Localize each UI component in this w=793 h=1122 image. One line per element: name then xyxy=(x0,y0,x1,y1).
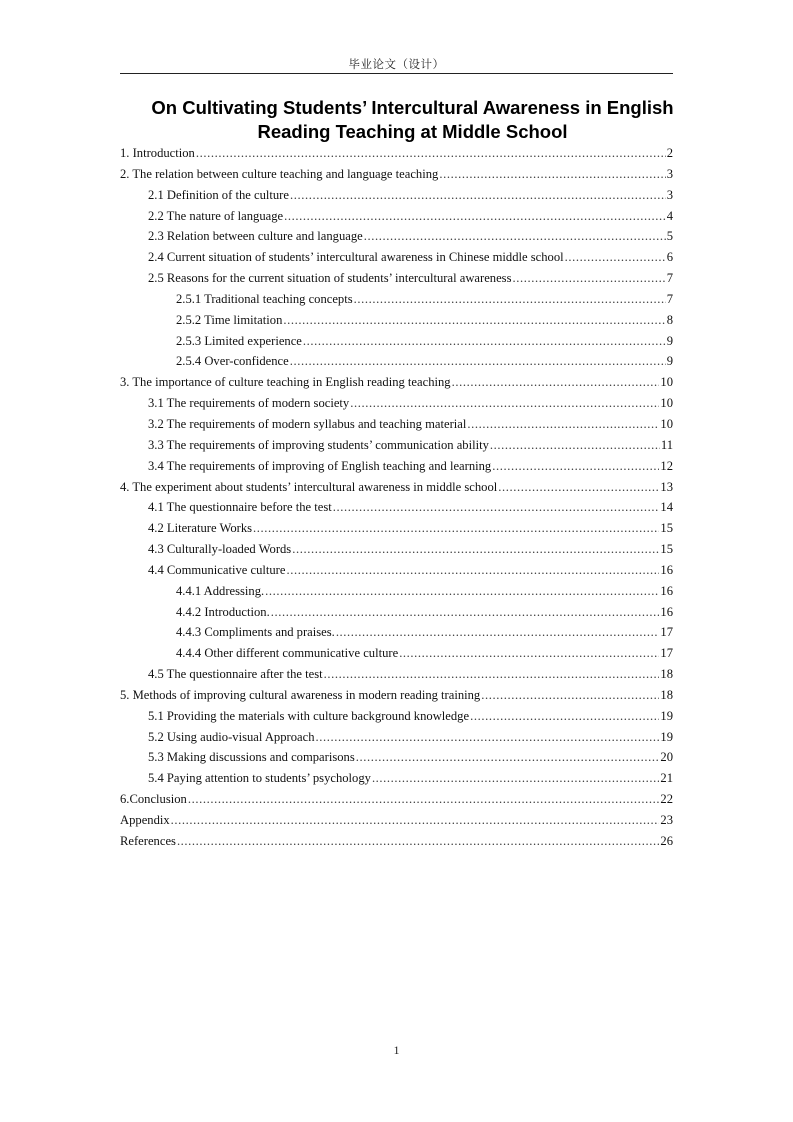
toc-entry-page: 10 xyxy=(660,375,673,390)
toc-entry[interactable] xyxy=(120,727,673,748)
toc-dot-leader xyxy=(498,477,659,498)
toc-entry[interactable] xyxy=(120,747,673,768)
toc-entry[interactable] xyxy=(120,143,673,164)
toc-entry-title: 2.2 The nature of language xyxy=(148,208,284,223)
toc-entry-page: 19 xyxy=(660,729,673,744)
toc-entry-page: 21 xyxy=(660,771,673,786)
toc-dot-leader xyxy=(512,268,665,289)
toc-dot-leader xyxy=(290,185,666,206)
toc-entry[interactable] xyxy=(120,518,673,539)
toc-entry-page: 23 xyxy=(660,813,673,827)
toc-dot-leader xyxy=(364,226,666,247)
toc-entry-page: 11 xyxy=(660,437,673,452)
toc-entry-page: 19 xyxy=(660,708,673,723)
toc-dot-leader xyxy=(265,581,659,602)
header-rule xyxy=(120,73,673,74)
toc-entry-page: 16 xyxy=(660,583,673,598)
toc-dot-leader xyxy=(565,247,666,268)
toc-entry[interactable] xyxy=(120,435,673,456)
toc-entry-page: 17 xyxy=(660,625,673,640)
toc-entry[interactable] xyxy=(120,414,673,435)
toc-dot-leader xyxy=(492,456,659,477)
toc-dot-leader xyxy=(316,727,660,748)
toc-entry-page: 12 xyxy=(660,458,673,473)
toc-entry-title: 5. Methods of improving cultural awareness in modern reading training xyxy=(120,687,481,702)
toc-entry-page: 2 xyxy=(666,146,673,160)
toc-entry-page: 10 xyxy=(660,416,673,431)
document-title xyxy=(120,96,705,144)
toc-entry[interactable] xyxy=(120,477,673,498)
toc-entry[interactable] xyxy=(120,164,673,185)
toc-entry-title: 4.4.1 Addressing. xyxy=(176,583,265,598)
toc-entry-page: 13 xyxy=(660,479,673,494)
toc-entry[interactable] xyxy=(120,268,673,289)
toc-entry[interactable] xyxy=(120,289,673,310)
toc-entry-page: 7 xyxy=(666,291,673,306)
toc-entry-title: 2.1 Definition of the culture xyxy=(148,187,289,202)
toc-dot-leader xyxy=(467,414,659,435)
toc-entry-title: 3.3 The requirements of improving students’ communication ability xyxy=(148,437,489,452)
toc-entry-title: 2. The relation between culture teaching and language teaching xyxy=(120,166,439,181)
toc-dot-leader xyxy=(356,747,660,768)
toc-entry-title: 5.2 Using audio-visual Approach xyxy=(148,729,315,744)
toc-entry-title: 4.3 Culturally-loaded Words xyxy=(148,542,292,557)
running-header: 毕业论文（设计） xyxy=(348,57,445,71)
toc-dot-leader xyxy=(439,164,665,185)
toc-entry-title: 2.5 Reasons for the current situation of students’ intercultural awareness xyxy=(148,271,512,286)
toc-entry-page: 5 xyxy=(666,229,673,244)
toc-entry-title: 1. Introduction xyxy=(120,146,195,160)
toc-entry[interactable] xyxy=(120,539,673,560)
toc-entry-page: 7 xyxy=(666,271,673,286)
toc-entry[interactable] xyxy=(120,331,673,352)
document-title-line-1: On Cultivating Students’ Intercultural Awareness in English xyxy=(151,97,674,118)
toc-dot-leader xyxy=(481,685,659,706)
toc-entry[interactable] xyxy=(120,622,673,643)
toc-dot-leader xyxy=(253,518,659,539)
toc-entry[interactable] xyxy=(120,581,673,602)
toc-entry-page: 18 xyxy=(660,687,673,702)
toc-entry-page: 3 xyxy=(666,166,673,181)
toc-entry[interactable] xyxy=(120,789,673,810)
toc-entry[interactable] xyxy=(120,497,673,518)
toc-entry-title: 4.4.4 Other different communicative culture xyxy=(176,646,399,661)
document-title-line-2: Reading Teaching at Middle School xyxy=(257,121,568,142)
toc-entry[interactable] xyxy=(120,706,673,727)
toc-entry-title: 4.4.3 Compliments and praises. xyxy=(176,625,335,640)
toc-entry-page: 16 xyxy=(660,562,673,577)
toc-entry-title: 4.2 Literature Works xyxy=(148,521,253,536)
toc-entry-page: 15 xyxy=(660,542,673,557)
toc-entry-title: 2.3 Relation between culture and language xyxy=(148,229,363,244)
toc-entry-title: 3.4 The requirements of improving of English teaching and learning xyxy=(148,458,492,473)
toc-entry[interactable] xyxy=(120,226,673,247)
toc-entry-page: 8 xyxy=(666,312,673,327)
toc-dot-leader xyxy=(336,622,660,643)
toc-entry[interactable] xyxy=(120,810,673,831)
toc-dot-leader xyxy=(283,310,665,331)
toc-entry-page: 26 xyxy=(660,833,673,848)
toc-entry[interactable] xyxy=(120,351,673,372)
toc-entry[interactable] xyxy=(120,393,673,414)
toc-dot-leader xyxy=(171,810,660,831)
toc-entry[interactable] xyxy=(120,664,673,685)
toc-dot-leader xyxy=(372,768,659,789)
toc-entry-page: 9 xyxy=(666,333,673,348)
toc-entry[interactable] xyxy=(120,560,673,581)
toc-entry[interactable] xyxy=(120,456,673,477)
toc-entry-title: 6.Conclusion xyxy=(120,792,187,807)
toc-entry[interactable] xyxy=(120,685,673,706)
toc-dot-leader xyxy=(452,372,660,393)
toc-entry[interactable] xyxy=(120,831,673,852)
toc-entry[interactable] xyxy=(120,768,673,789)
toc-entry[interactable] xyxy=(120,643,673,664)
toc-entry-page: 14 xyxy=(660,500,673,515)
toc-entry[interactable] xyxy=(120,372,673,393)
toc-entry-page: 17 xyxy=(660,646,673,661)
toc-dot-leader xyxy=(354,289,666,310)
toc-entry-page: 15 xyxy=(660,521,673,536)
toc-dot-leader xyxy=(177,831,659,852)
toc-dot-leader xyxy=(286,560,659,581)
toc-entry-title: Appendix xyxy=(120,813,170,827)
toc-entry[interactable] xyxy=(120,310,673,331)
toc-entry[interactable] xyxy=(120,247,673,268)
toc-entry-page: 6 xyxy=(666,250,673,265)
toc-entry-page: 18 xyxy=(660,667,673,682)
toc-dot-leader xyxy=(196,143,666,164)
toc-entry-title: 3.1 The requirements of modern society xyxy=(148,396,350,411)
toc-entry-page: 3 xyxy=(666,187,673,202)
toc-entry-title: 2.5.4 Over-confidence xyxy=(176,354,289,369)
toc-dot-leader xyxy=(292,539,659,560)
toc-entry-title: 3. The importance of culture teaching in English reading teaching xyxy=(120,375,451,390)
table-of-contents xyxy=(120,143,673,852)
toc-entry-page: 20 xyxy=(660,750,673,765)
toc-entry[interactable] xyxy=(120,602,673,623)
toc-entry-title: 4.5 The questionnaire after the test xyxy=(148,667,323,682)
toc-entry-title: 4.4.2 Introduction. xyxy=(176,604,270,619)
toc-entry-page: 16 xyxy=(660,604,673,619)
toc-entry-title: 3.2 The requirements of modern syllabus and teaching material xyxy=(148,416,467,431)
toc-dot-leader xyxy=(188,789,660,810)
toc-entry-page: 4 xyxy=(666,208,673,223)
toc-entry-title: 4. The experiment about students’ intercultural awareness in middle school xyxy=(120,479,498,494)
toc-entry-page: 9 xyxy=(666,354,673,369)
toc-entry-title: 5.1 Providing the materials with culture background knowledge xyxy=(148,708,470,723)
toc-entry-title: 2.4 Current situation of students’ intercultural awareness in Chinese middle school xyxy=(148,250,564,265)
toc-entry-page: 10 xyxy=(660,396,673,411)
toc-entry[interactable] xyxy=(120,185,673,206)
toc-dot-leader xyxy=(303,331,666,352)
toc-entry-title: 2.5.3 Limited experience xyxy=(176,333,302,348)
toc-entry-title: 4.4 Communicative culture xyxy=(148,562,286,577)
page-number: 1 xyxy=(393,1043,400,1057)
toc-entry-title: 5.3 Making discussions and comparisons xyxy=(148,750,355,765)
toc-dot-leader xyxy=(284,206,666,227)
toc-entry-title: 4.1 The questionnaire before the test xyxy=(148,500,332,515)
toc-dot-leader xyxy=(290,351,666,372)
toc-dot-leader xyxy=(333,497,660,518)
toc-entry-title: 2.5.2 Time limitation xyxy=(176,312,283,327)
toc-entry-title: 5.4 Paying attention to students’ psychology xyxy=(148,771,371,786)
toc-entry-page: 22 xyxy=(660,792,673,807)
toc-dot-leader xyxy=(399,643,659,664)
toc-dot-leader xyxy=(271,602,660,623)
toc-entry-title: 2.5.1 Traditional teaching concepts xyxy=(176,291,353,306)
toc-dot-leader xyxy=(350,393,659,414)
toc-entry[interactable] xyxy=(120,206,673,227)
toc-dot-leader xyxy=(324,664,660,685)
toc-entry-title: References xyxy=(120,833,176,848)
toc-dot-leader xyxy=(470,706,659,727)
toc-dot-leader xyxy=(490,435,660,456)
